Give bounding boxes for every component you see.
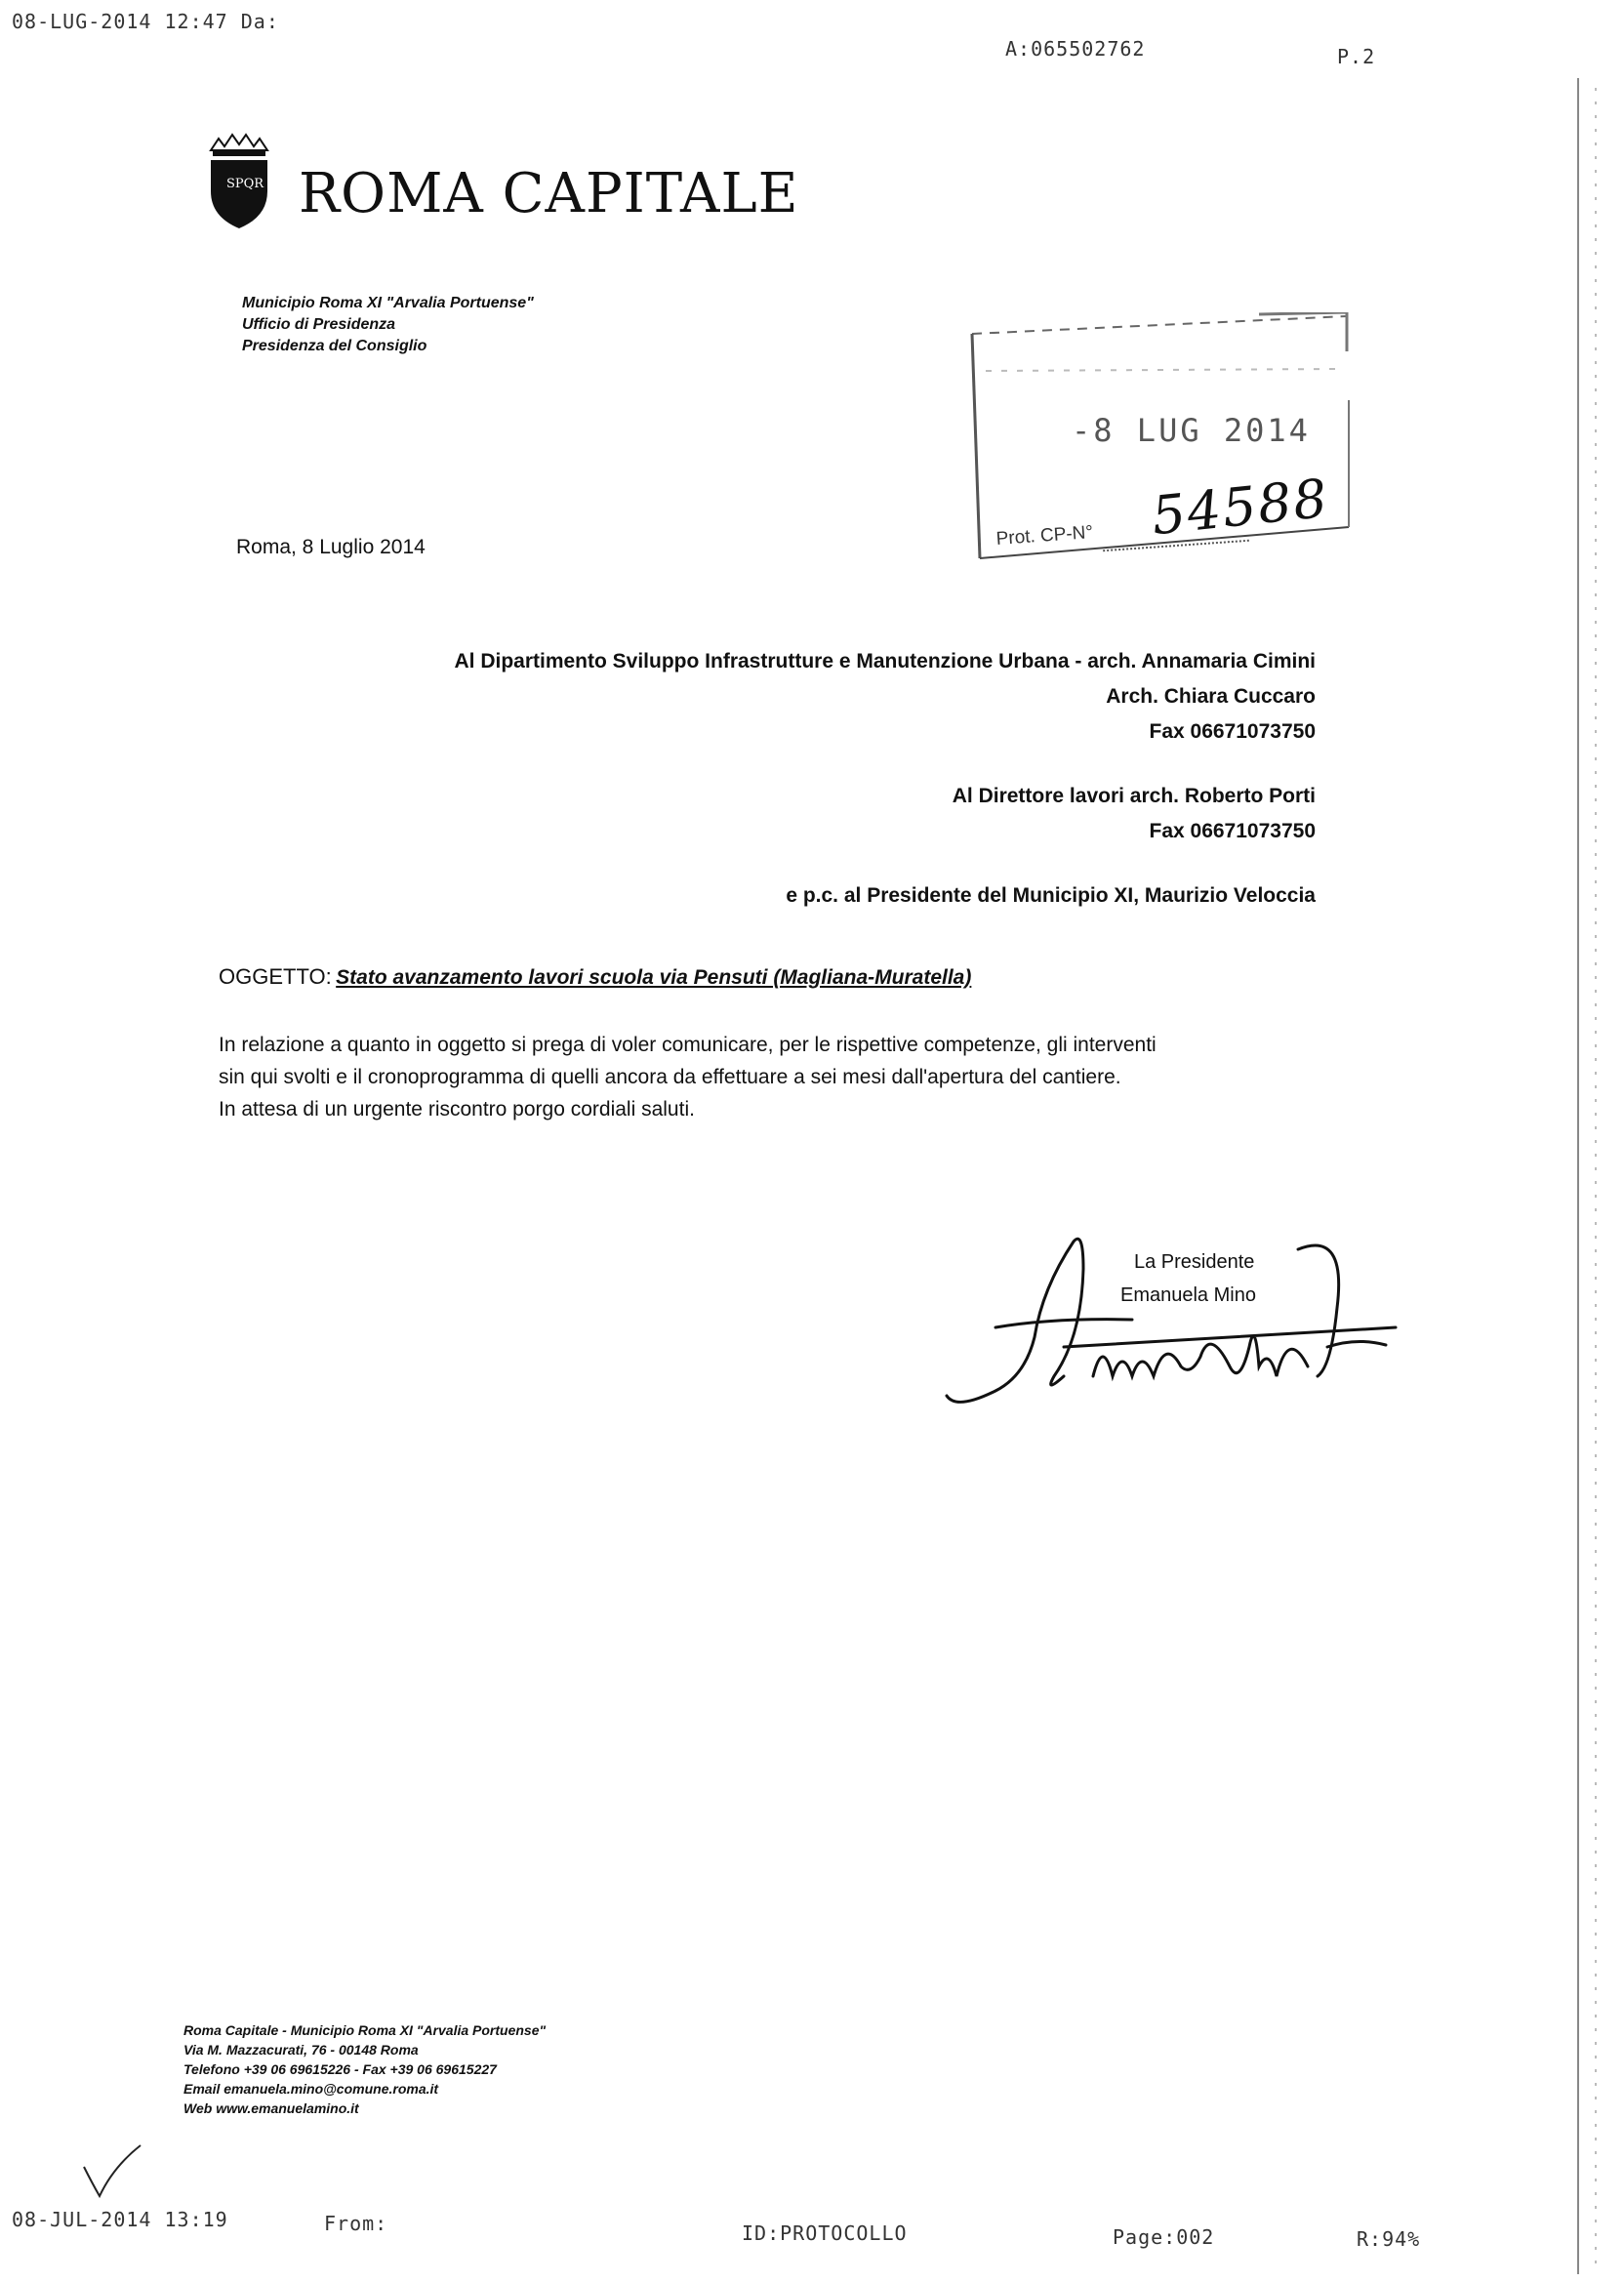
- subject-label: OGGETTO:: [219, 964, 332, 989]
- fax-footer-timestamp: 08-JUL-2014 13:19: [12, 2208, 228, 2231]
- fax-footer-page: Page:002: [1113, 2225, 1215, 2249]
- dept-line-1: Municipio Roma XI "Arvalia Portuense": [242, 295, 534, 311]
- letterhead-title: ROMA CAPITALE: [299, 162, 799, 225]
- footer-line-3: Telefono +39 06 69615226 - Fax +39 06 69615227: [183, 2061, 497, 2077]
- recipient-line-5: Fax 06671073750: [1149, 820, 1316, 842]
- recipient-line-4: Al Direttore lavori arch. Roberto Porti: [952, 785, 1316, 807]
- protocol-stamp: [966, 312, 1353, 566]
- body-line-2: sin qui svolti e il cronoprogramma di quelli ancora da effettuare a sei mesi dall'apertura del cantiere.: [219, 1066, 1121, 1088]
- fax-footer-r: R:94%: [1357, 2227, 1421, 2251]
- recipient-line-3: Fax 06671073750: [1149, 720, 1316, 743]
- stamp-prot-number: 54588: [1149, 467, 1332, 548]
- scan-edge-dots: [1595, 88, 1597, 2264]
- body-line-3: In attesa di un urgente riscontro porgo cordiali saluti.: [219, 1098, 695, 1121]
- fax-footer-from: From:: [324, 2212, 388, 2235]
- crest-icon: [205, 133, 273, 230]
- body-line-1: In relazione a quanto in oggetto si prega di voler comunicare, per le rispettive competenze, gli interventi: [219, 1034, 1157, 1056]
- place-date: Roma, 8 Luglio 2014: [236, 536, 426, 558]
- handwritten-checkmark: [78, 2143, 146, 2207]
- fax-header-timestamp: 08-LUG-2014 12:47 Da:: [12, 10, 279, 33]
- stamp-date: -8 LUG 2014: [1072, 412, 1311, 449]
- dept-line-3: Presidenza del Consiglio: [242, 338, 427, 354]
- subject-text: Stato avanzamento lavori scuola via Pensuti (Magliana-Muratella): [336, 966, 972, 989]
- dept-line-2: Ufficio di Presidenza: [242, 316, 396, 333]
- svg-text:SPQR: SPQR: [226, 177, 264, 191]
- sign-name: Emanuela Mino: [1120, 1284, 1256, 1306]
- recipient-line-1: Al Dipartimento Sviluppo Infrastrutture e Manutenzione Urbana - arch. Annamaria Cimini: [454, 650, 1316, 672]
- handwritten-signature: [937, 1230, 1405, 1420]
- roma-capitale-logo: [205, 133, 273, 235]
- footer-line-5: Web www.emanuelamino.it: [183, 2100, 359, 2116]
- fax-header-page: P.2: [1337, 45, 1376, 68]
- scan-edge-line: [1577, 78, 1579, 2274]
- sign-role: La Presidente: [1134, 1251, 1255, 1273]
- stamp-prot-label: Prot. CP-N°: [995, 522, 1094, 550]
- recipient-line-2: Arch. Chiara Cuccaro: [1106, 685, 1316, 708]
- subject-row: [219, 964, 971, 990]
- recipient-line-6: e p.c. al Presidente del Municipio XI, Maurizio Veloccia: [786, 884, 1316, 907]
- fax-header-recipient: A:065502762: [1005, 37, 1146, 61]
- footer-line-1: Roma Capitale - Municipio Roma XI "Arvalia Portuense": [183, 2022, 547, 2038]
- footer-line-4: Email emanuela.mino@comune.roma.it: [183, 2081, 439, 2097]
- fax-footer-id: ID:PROTOCOLLO: [742, 2221, 908, 2245]
- footer-line-2: Via M. Mazzacurati, 76 - 00148 Roma: [183, 2042, 419, 2058]
